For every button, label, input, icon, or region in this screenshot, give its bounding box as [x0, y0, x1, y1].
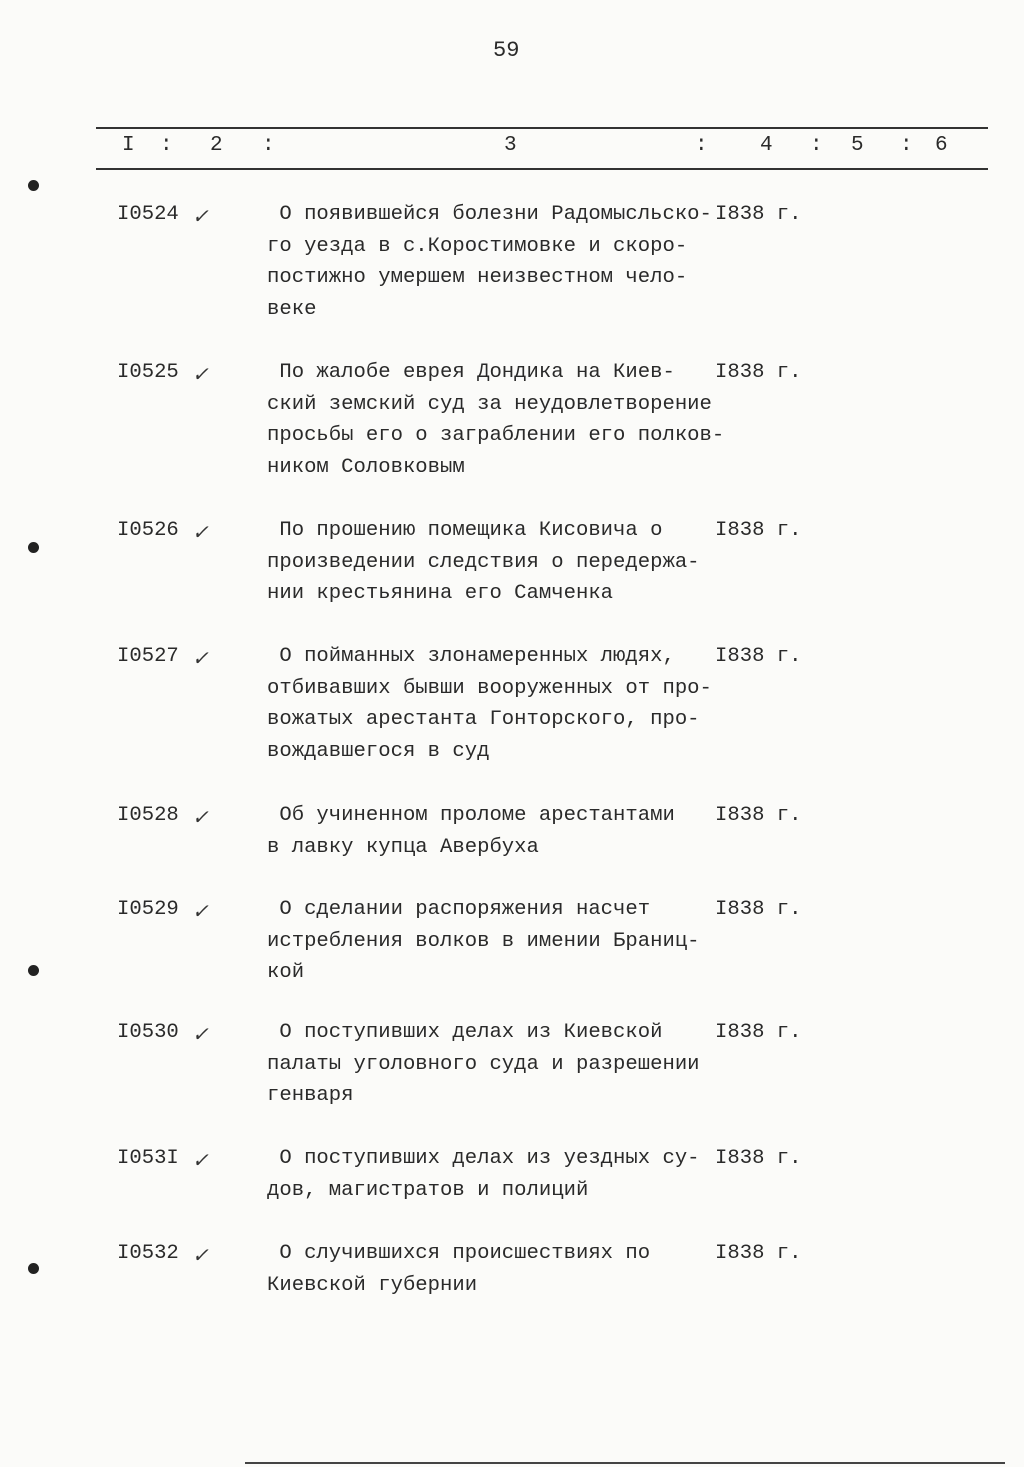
case-description-line: вождавшегося в суд	[267, 739, 490, 763]
case-description-line: О случившихся происшествиях по	[267, 1242, 651, 1265]
case-description-line: О появившейся болезни Радомысльско-	[267, 203, 712, 226]
column-header-3: 3	[504, 134, 517, 157]
case-description-line: палаты уголовного суда и разрешении	[267, 1052, 700, 1076]
case-number: I0525	[117, 361, 179, 384]
case-date: I838 г.	[715, 645, 802, 668]
case-description-line: ский земский суд за неудовлетворение	[267, 392, 712, 416]
column-separator: :	[160, 134, 173, 157]
column-header-2: 2	[210, 134, 223, 157]
case-number: I0530	[117, 1021, 179, 1044]
check-mark-icon: ✓	[192, 899, 209, 923]
case-description-line: в лавку купца Авербуха	[267, 835, 539, 859]
case-date: I838 г.	[715, 1147, 802, 1170]
column-separator: :	[900, 134, 913, 157]
case-date: I838 г.	[715, 203, 802, 226]
bottom-edge-line	[245, 1462, 1005, 1464]
page-number: 59	[493, 38, 520, 63]
binder-hole-mark	[28, 542, 39, 553]
case-description-line: просьбы его о заграблении его полков-	[267, 424, 725, 447]
check-mark-icon: ✓	[192, 520, 209, 544]
header-top-rule	[96, 127, 988, 129]
check-mark-icon: ✓	[192, 805, 209, 829]
case-description-line: Киевской губернии	[267, 1273, 478, 1297]
header-bottom-rule	[96, 168, 988, 170]
case-description-line: дов, магистратов и полиций	[267, 1178, 589, 1202]
case-description-line: О сделании распоряжения насчет	[267, 898, 651, 921]
case-number: I0524	[117, 203, 179, 226]
check-mark-icon: ✓	[192, 204, 209, 228]
case-date: I838 г.	[715, 1242, 802, 1265]
case-number: I0529	[117, 898, 179, 921]
column-separator: :	[695, 134, 708, 157]
column-header-4: 4	[760, 134, 773, 157]
case-description-line: О поступивших делах из уездных су-	[267, 1147, 700, 1170]
case-description-line: Об учиненном проломе арестантами	[267, 804, 675, 827]
case-description-line: По жалобе еврея Дондика на Киев-	[267, 361, 675, 384]
check-mark-icon: ✓	[192, 362, 209, 386]
case-description-line: вожатых арестанта Гонторского, про-	[267, 708, 700, 731]
case-description-line: истребления волков в имении Браниц-	[267, 929, 700, 953]
column-header-1: I	[122, 134, 135, 157]
case-date: I838 г.	[715, 519, 802, 542]
check-mark-icon: ✓	[192, 1243, 209, 1267]
case-number: I0532	[117, 1242, 179, 1265]
check-mark-icon: ✓	[192, 1148, 209, 1172]
binder-hole-mark	[28, 965, 39, 976]
case-description-line: веке	[267, 297, 317, 321]
case-date: I838 г.	[715, 804, 802, 827]
case-description-line: О поступивших делах из Киевской	[267, 1021, 663, 1044]
case-number: I0527	[117, 645, 179, 668]
case-description-line: генваря	[267, 1084, 354, 1107]
case-number: I053I	[117, 1147, 179, 1170]
case-date: I838 г.	[715, 898, 802, 921]
case-description-line: отбивавших бывши вооруженных от про-	[267, 676, 712, 700]
case-description-line: постижно умершем неизвестном чело-	[267, 266, 688, 289]
case-description-line: О пойманных злонамеренных людях,	[267, 645, 675, 668]
binder-hole-mark	[28, 1263, 39, 1274]
case-description-line: кой	[267, 961, 305, 984]
column-separator: :	[810, 134, 823, 157]
case-description-line: произведении следствия о передержа-	[267, 550, 700, 574]
case-description-line: По прошению помещика Кисовича о	[267, 519, 663, 542]
case-description-line: ником Соловковым	[267, 455, 465, 479]
case-number: I0528	[117, 804, 179, 827]
binder-hole-mark	[28, 180, 39, 191]
case-description-line: го уезда в с.Коростимовке и скоро-	[267, 234, 688, 258]
case-date: I838 г.	[715, 361, 802, 384]
check-mark-icon: ✓	[192, 646, 209, 670]
case-number: I0526	[117, 519, 179, 542]
check-mark-icon: ✓	[192, 1022, 209, 1046]
case-description-line: нии крестьянина его Самченка	[267, 582, 614, 605]
column-separator: :	[262, 134, 275, 157]
case-date: I838 г.	[715, 1021, 802, 1044]
column-header-6: 6	[935, 134, 948, 157]
column-header-5: 5	[851, 134, 864, 157]
